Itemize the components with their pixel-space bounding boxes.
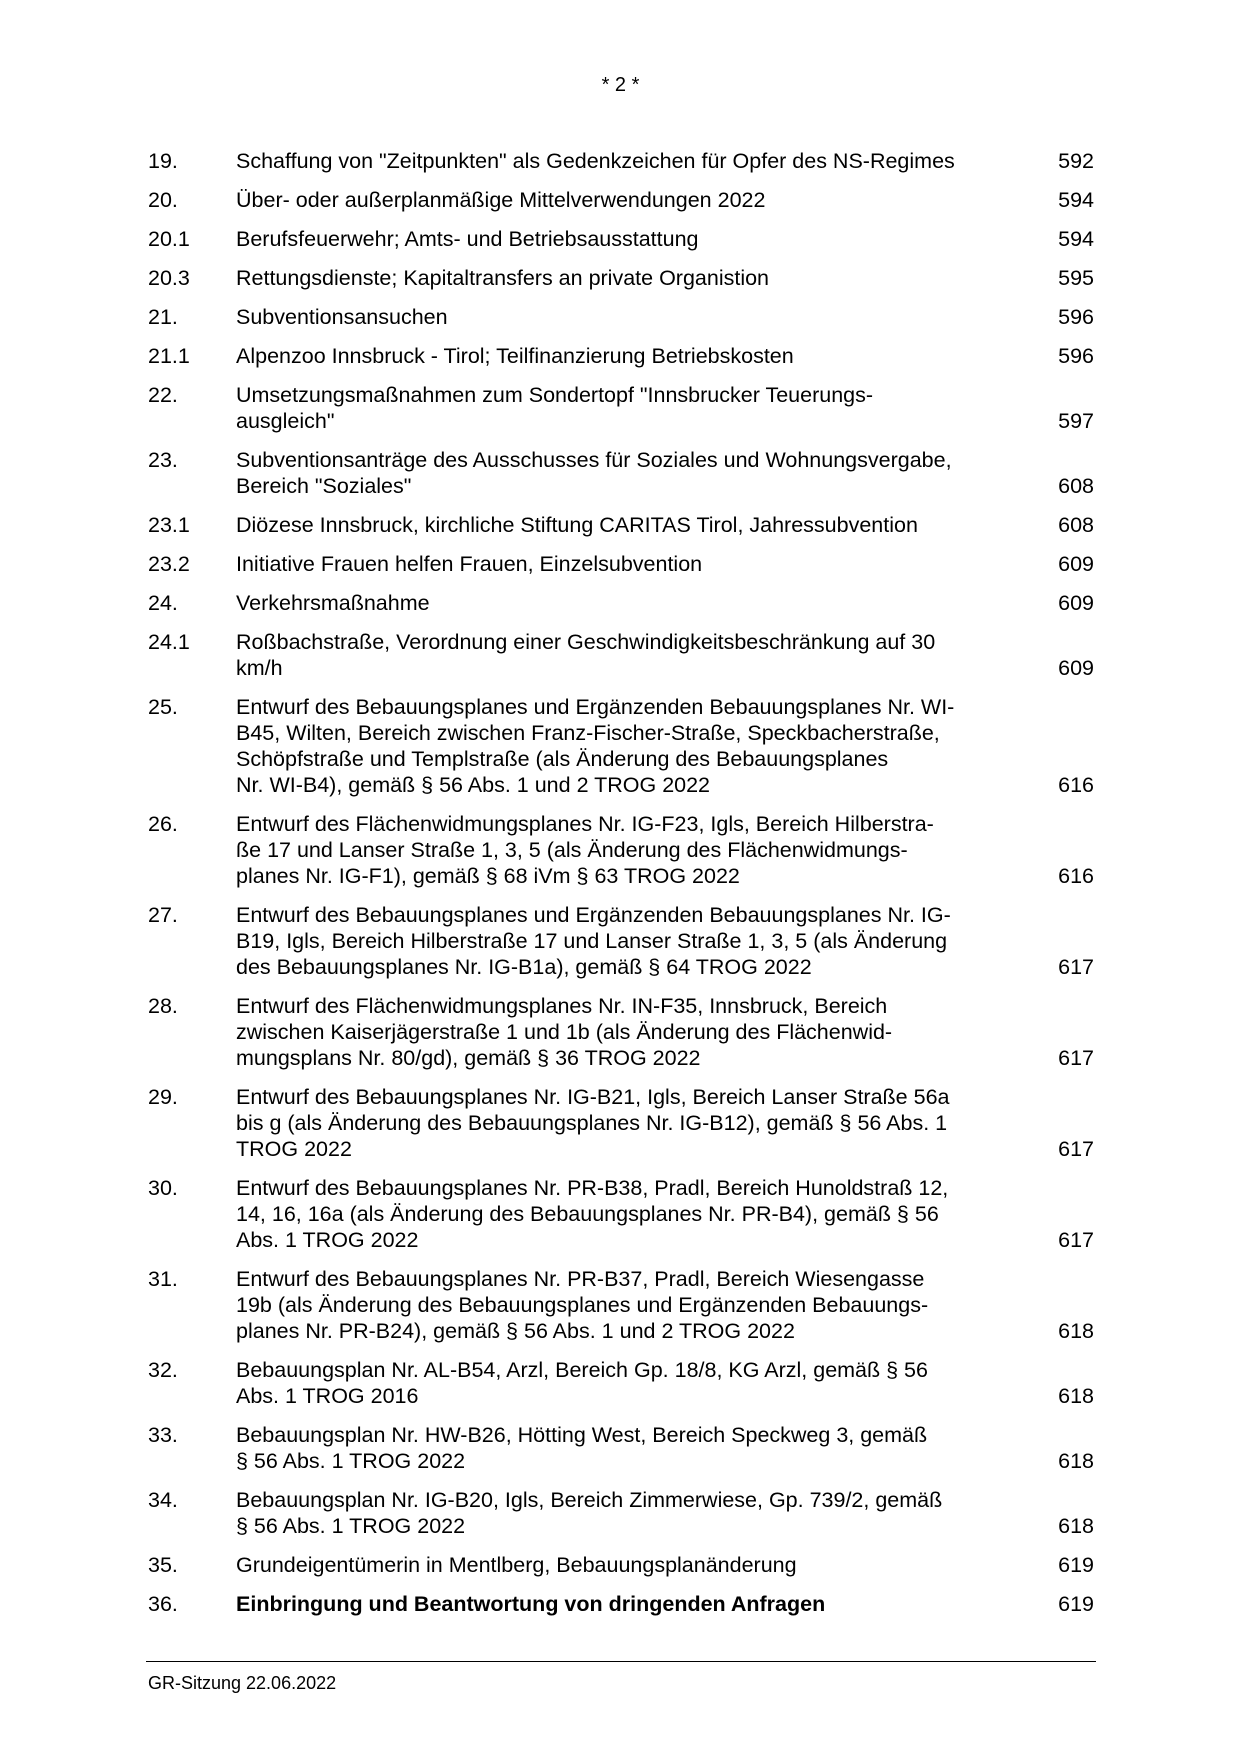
toc-entry-page: 616 <box>1058 773 1094 797</box>
toc-entry <box>148 447 1094 499</box>
toc-entry-page: 619 <box>1058 1592 1094 1616</box>
toc-entry <box>148 1591 1094 1617</box>
toc-entry-page: 609 <box>1058 656 1094 680</box>
toc-entry-title: Entwurf des Flächenwidmungsplanes Nr. IG-F23, Igls, Bereich Hilberstra- ße 17 und Lanser Straße 1, 3, 5 (als Änderung des Flächenwidmungs- planes Nr. IG-F1), gemäß § 68 iVm § 63 TROG 2022 <box>236 812 934 888</box>
toc-entry-title: Rettungsdienste; Kapitaltransfers an private Organistion <box>236 266 770 290</box>
toc-entry-title: Über- oder außerplanmäßige Mittelverwendungen 2022 <box>236 188 766 212</box>
toc-entry-page: 608 <box>1058 474 1094 498</box>
toc-entry-title: Entwurf des Flächenwidmungsplanes Nr. IN-F35, Innsbruck, Bereich zwischen Kaiserjägerstraße 1 und 1b (als Änderung des Flächenwid- mungsplans Nr. 80/gd), gemäß § 36 TROG 2022 <box>236 994 893 1070</box>
toc-entry <box>148 1487 1094 1539</box>
toc-entry-title: Roßbachstraße, Verordnung einer Geschwindigkeitsbeschränkung auf 30 km/h <box>236 630 936 680</box>
toc-entry-title: Bebauungsplan Nr. IG-B20, Igls, Bereich Zimmerwiese, Gp. 739/2, gemäß § 56 Abs. 1 TROG 2022 <box>236 1488 943 1538</box>
toc-entry <box>148 1552 1094 1578</box>
toc-entry-number: 20.1 <box>148 227 190 251</box>
toc-entry-number: 21.1 <box>148 344 190 368</box>
toc-entry-number: 20. <box>148 188 178 212</box>
toc-entry-number: 36. <box>148 1592 178 1616</box>
toc-entry-page: 594 <box>1058 227 1094 251</box>
toc-entry-number: 27. <box>148 903 178 927</box>
toc-entry <box>148 187 1094 213</box>
toc-entry-number: 31. <box>148 1267 178 1291</box>
toc-entry-page: 596 <box>1058 344 1094 368</box>
toc-entry <box>148 629 1094 681</box>
toc-entry-page: 608 <box>1058 513 1094 537</box>
toc-entry-title: Entwurf des Bebauungsplanes Nr. IG-B21, Igls, Bereich Lanser Straße 56a bis g (als Änderung des Bebauungsplanes Nr. IG-B12), gemäß § 56 Abs. 1 TROG 2022 <box>236 1085 950 1161</box>
toc-entry-page: 595 <box>1058 266 1094 290</box>
toc-entry <box>148 551 1094 577</box>
toc-entry <box>148 590 1094 616</box>
toc-entry-number: 24. <box>148 591 178 615</box>
toc-entry <box>148 148 1094 174</box>
toc-entry <box>148 993 1094 1071</box>
toc-entry-number: 29. <box>148 1085 178 1109</box>
toc-entry-title: Schaffung von "Zeitpunkten" als Gedenkzeichen für Opfer des NS-Regimes <box>236 149 955 173</box>
toc-entry-number: 21. <box>148 305 178 329</box>
toc-entry-page: 618 <box>1058 1384 1094 1408</box>
toc-entry-title: Grundeigentümerin in Mentlberg, Bebauungsplanänderung <box>236 1553 797 1577</box>
toc-entry-number: 28. <box>148 994 178 1018</box>
toc-entry-number: 23. <box>148 448 178 472</box>
toc-entry <box>148 1357 1094 1409</box>
toc-entry-title: Bebauungsplan Nr. AL-B54, Arzl, Bereich Gp. 18/8, KG Arzl, gemäß § 56 Abs. 1 TROG 2016 <box>236 1358 928 1408</box>
toc-entry-title: Entwurf des Bebauungsplanes und Ergänzenden Bebauungsplanes Nr. WI- B45, Wilten, Bereich zwischen Franz-Fischer-Straße, Speckbacherstraße, Schöpfstraße und Templstraße (als Änderung des Bebauungsplanes Nr. WI-B4), gemäß § 56 Abs. 1 und 2 TROG 2022 <box>236 695 955 797</box>
table-of-contents <box>148 148 1094 1630</box>
toc-entry-number: 25. <box>148 695 178 719</box>
toc-entry-page: 617 <box>1058 1046 1094 1070</box>
toc-entry-number: 33. <box>148 1423 178 1447</box>
toc-entry <box>148 343 1094 369</box>
toc-entry-title: Subventionsanträge des Ausschusses für Soziales und Wohnungsvergabe, Bereich "Soziales" <box>236 448 952 498</box>
toc-entry <box>148 382 1094 434</box>
toc-entry <box>148 694 1094 798</box>
toc-entry <box>148 265 1094 291</box>
toc-entry-page: 597 <box>1058 409 1094 433</box>
toc-entry-number: 35. <box>148 1553 178 1577</box>
toc-entry-number: 22. <box>148 383 178 407</box>
toc-entry <box>148 1175 1094 1253</box>
toc-entry-number: 34. <box>148 1488 178 1512</box>
toc-entry-title: Einbringung und Beantwortung von dringenden Anfragen <box>236 1592 826 1616</box>
toc-entry-title: Subventionsansuchen <box>236 305 448 329</box>
toc-entry-title: Diözese Innsbruck, kirchliche Stiftung CARITAS Tirol, Jahressubvention <box>236 513 918 537</box>
toc-entry-number: 19. <box>148 149 178 173</box>
toc-entry-number: 23.1 <box>148 513 190 537</box>
toc-entry-title: Umsetzungsmaßnahmen zum Sondertopf "Innsbrucker Teuerungs- ausgleich" <box>236 383 874 433</box>
toc-entry <box>148 902 1094 980</box>
page-number-header: * 2 * <box>601 74 640 96</box>
toc-entry-page: 618 <box>1058 1449 1094 1473</box>
toc-entry-number: 30. <box>148 1176 178 1200</box>
toc-entry-number: 23.2 <box>148 552 190 576</box>
toc-entry-page: 617 <box>1058 1228 1094 1252</box>
toc-entry <box>148 1422 1094 1474</box>
toc-entry-page: 616 <box>1058 864 1094 888</box>
toc-entry-title: Berufsfeuerwehr; Amts- und Betriebsausstattung <box>236 227 699 251</box>
toc-entry-number: 26. <box>148 812 178 836</box>
toc-entry-title: Bebauungsplan Nr. HW-B26, Hötting West, Bereich Speckweg 3, gemäß § 56 Abs. 1 TROG 2022 <box>236 1423 928 1473</box>
toc-entry <box>148 226 1094 252</box>
toc-entry-title: Alpenzoo Innsbruck - Tirol; Teilfinanzierung Betriebskosten <box>236 344 794 368</box>
footer-divider <box>146 1661 1096 1662</box>
toc-entry-number: 24.1 <box>148 630 190 654</box>
footer-session-date: GR-Sitzung 22.06.2022 <box>148 1673 337 1693</box>
toc-entry-title: Verkehrsmaßnahme <box>236 591 430 615</box>
toc-entry <box>148 512 1094 538</box>
toc-entry-page: 596 <box>1058 305 1094 329</box>
toc-entry-title: Entwurf des Bebauungsplanes und Ergänzenden Bebauungsplanes Nr. IG- B19, Igls, Bereich Hilberstraße 17 und Lanser Straße 1, 3, 5 (als Änderung des Bebauungsplanes Nr. IG-B1a), gemäß § 64 TROG 2022 <box>236 903 951 979</box>
toc-entry-page: 609 <box>1058 591 1094 615</box>
toc-entry-page: 618 <box>1058 1319 1094 1343</box>
toc-entry-number: 32. <box>148 1358 178 1382</box>
toc-entry-page: 592 <box>1058 149 1094 173</box>
toc-entry-page: 617 <box>1058 955 1094 979</box>
toc-entry-number: 20.3 <box>148 266 190 290</box>
toc-entry-title: Entwurf des Bebauungsplanes Nr. PR-B38, Pradl, Bereich Hunoldstraß 12, 14, 16, 16a (als Änderung des Bebauungsplanes Nr. PR-B4), gemäß § 56 Abs. 1 TROG 2022 <box>236 1176 949 1252</box>
toc-entry-page: 609 <box>1058 552 1094 576</box>
toc-entry <box>148 1266 1094 1344</box>
toc-entry-title: Initiative Frauen helfen Frauen, Einzelsubvention <box>236 552 703 576</box>
toc-entry-title: Entwurf des Bebauungsplanes Nr. PR-B37, Pradl, Bereich Wiesengasse 19b (als Änderung des Bebauungsplanes und Ergänzenden Bebauungs- planes Nr. PR-B24), gemäß § 56 Abs. 1 und 2 TROG 2022 <box>236 1267 929 1343</box>
toc-entry <box>148 811 1094 889</box>
toc-entry-page: 618 <box>1058 1514 1094 1538</box>
toc-entry-page: 594 <box>1058 188 1094 212</box>
toc-entry-page: 617 <box>1058 1137 1094 1161</box>
toc-entry <box>148 304 1094 330</box>
toc-entry <box>148 1084 1094 1162</box>
toc-entry-page: 619 <box>1058 1553 1094 1577</box>
